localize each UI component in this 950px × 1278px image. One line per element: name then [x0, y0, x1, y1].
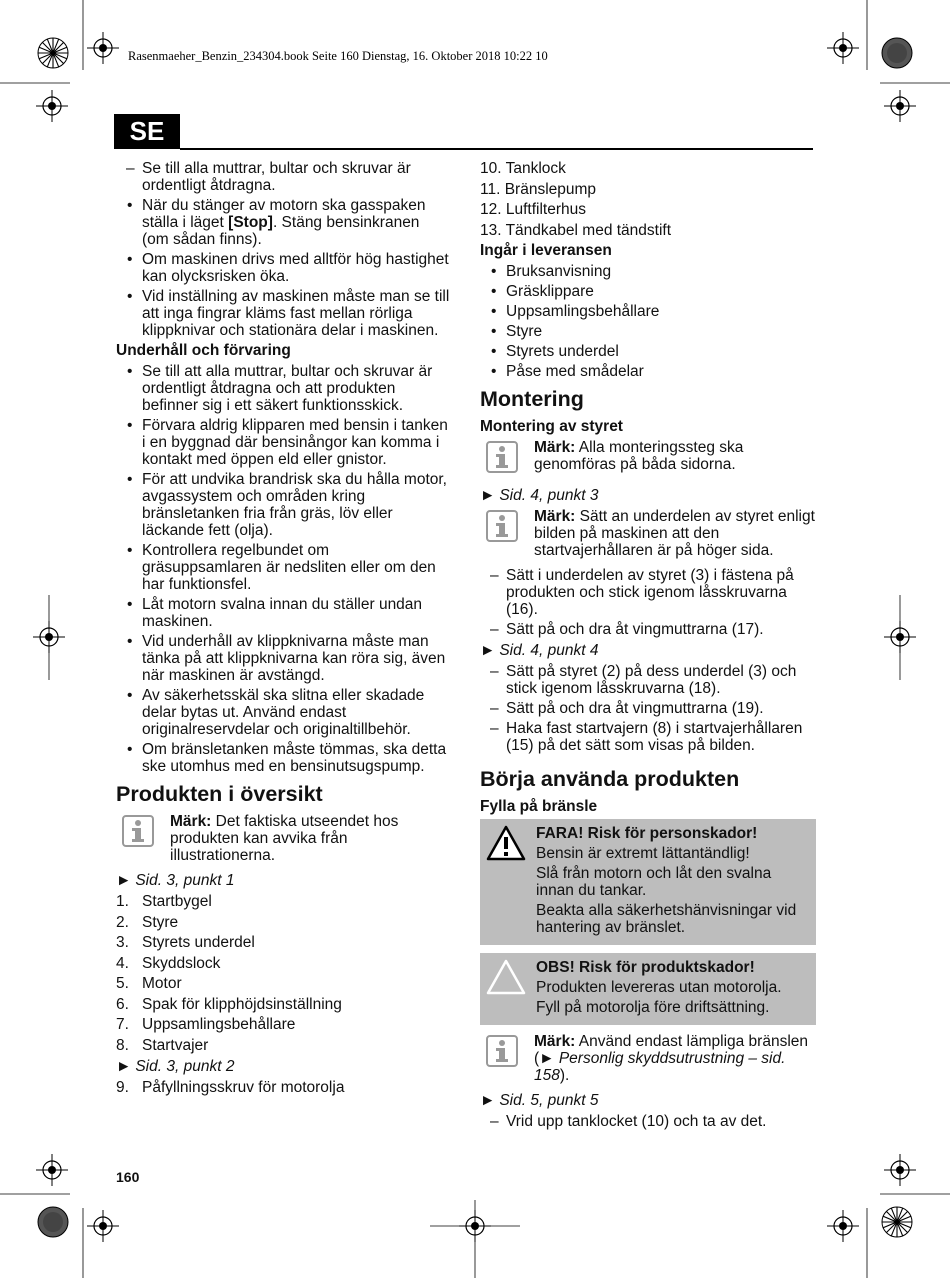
info-icon [486, 510, 518, 542]
list-item: • Se till att alla muttrar, bultar och skruvar är ordentligt åtdragna och att produkten befinner sig i ett säkert funktionsskick. [116, 363, 450, 414]
list-item: – Vrid upp tanklocket (10) och ta av det. [480, 1113, 816, 1130]
list-item: • Kontrollera regelbundet om gräsuppsamlaren är nedsliten eller om den har funktionsfel. [116, 542, 450, 593]
file-header: Rasenmaeher_Benzin_234304.book Seite 160 Dienstag, 16. Oktober 2018 10:22 10 [128, 49, 548, 63]
stop-label: [Stop] [228, 214, 273, 231]
list-item: • Bruksanvisning [480, 263, 816, 280]
heading-start-using: Börja använda produkten [480, 767, 740, 791]
heading-mounting: Montering [480, 387, 584, 411]
page-reference [480, 642, 816, 659]
arrow-right-icon: ► [116, 872, 132, 889]
item-number: 6. [116, 995, 129, 1013]
subheading-fuel: Fylla på bränsle [480, 798, 598, 815]
list-item: • Om maskinen drivs med alltför hög hastighet kan olycksrisken öka. [116, 251, 450, 285]
item-text: Påfyllningsskruv för motorolja [142, 1078, 345, 1096]
left-column [116, 160, 450, 1099]
note-text: Sätt an underdelen av styret enligt bilden på maskinen att den startvajerhållaren är på höger sida. [534, 508, 815, 559]
list-item: – Sätt i underdelen av styret (3) i fästena på produkten och stick igenom låsskruvarna (16). [480, 567, 816, 618]
warning-icon [486, 825, 526, 861]
list-item [116, 975, 450, 992]
item-number: 5. [116, 975, 129, 992]
page-reference [116, 1058, 450, 1075]
note-text: Alla monteringssteg ska genomföras på båda sidorna. [534, 439, 744, 473]
item-number: 13. [480, 221, 502, 239]
right-column [480, 160, 816, 1133]
list-item [116, 914, 450, 931]
list-item: • Vid underhåll av klippknivarna måste man tänka på att klippknivarna kan röra sig, även när maskinen är avstängd. [116, 633, 450, 684]
arrow-right-icon: ► [480, 487, 496, 504]
list-item: • Om bränsletanken måste tömmas, ska detta ske utomhus med en bensinutsugspump. [116, 741, 450, 775]
note-box [480, 439, 816, 479]
heading-overview: Produkten i översikt [116, 782, 323, 806]
danger-line: Beakta alla säkerhetshänvisningar vid hantering av bränslet. [536, 902, 797, 936]
arrow-right-icon: ► [116, 1057, 132, 1075]
ref-text: Sid. 5, punkt 5 [499, 1092, 599, 1109]
caution-line: Produkten levereras utan motorolja. [536, 979, 782, 996]
header-rule [180, 148, 813, 150]
item-text: Startbygel [142, 893, 212, 910]
item-number: 2. [116, 913, 129, 931]
item-text: Uppsamlingsbehållare [142, 1016, 296, 1033]
cross-reference: Personlig skyddsutrustning – sid. 158 [534, 1050, 786, 1084]
item-number: 7. [116, 1016, 129, 1033]
item-number: 3. [116, 934, 129, 951]
list-item: – Sätt på styret (2) på dess underdel (3) och stick igenom låsskruvarna (18). [480, 663, 816, 697]
list-item [480, 222, 816, 239]
item-number: 10. [480, 160, 502, 177]
subheading-mount-handle: Montering av styret [480, 418, 623, 435]
list-item: • Styrets underdel [480, 343, 816, 360]
list-item [116, 1079, 450, 1096]
parts-list [116, 893, 450, 1054]
ref-text: Sid. 4, punkt 4 [499, 642, 599, 659]
list-item [480, 160, 816, 177]
list-item [116, 1037, 450, 1054]
note-label: Märk: [534, 439, 576, 456]
list-item: – Haka fast startvajern (8) i startvajerhållaren (15) på det sätt som visas på bilden. [480, 720, 816, 754]
caution-triangle-icon [486, 959, 526, 995]
danger-line: Slå från motorn och låt den svalna innan du tankar. [536, 865, 772, 899]
caution-box [480, 953, 816, 1025]
note-text: Det faktiska utseendet hos produkten kan avvika från illustrationerna. [170, 813, 399, 864]
item-text: Styre [142, 913, 179, 931]
note-text: Använd endast lämpliga bränslen ( [534, 1033, 809, 1067]
note-label: Märk: [534, 1033, 576, 1050]
note-label: Märk: [170, 813, 212, 830]
danger-line: Bensin är extremt lättantändlig! [536, 845, 750, 862]
list-item: • Förvara aldrig klipparen med bensin i tanken i en byggnad där bensinångor kan komma i kontakt med öppen eld eller gnistor. [116, 417, 450, 468]
item-text: Luftfilterhus [505, 201, 587, 218]
item-text: Styrets underdel [142, 934, 255, 951]
page-reference [480, 487, 816, 504]
item-number: 1. [116, 893, 129, 910]
ref-text: Sid. 4, punkt 3 [499, 487, 599, 504]
language-tab: SE [114, 114, 180, 149]
item-text: Skyddslock [142, 954, 221, 972]
arrow-right-icon: ► [480, 642, 496, 659]
item-number: 4. [116, 954, 129, 972]
info-icon [486, 1035, 518, 1067]
list-item: – Sätt på och dra åt vingmuttrarna (19). [480, 700, 816, 717]
info-icon [486, 441, 518, 473]
item-number: 12. [480, 201, 502, 218]
list-item: • Påse med smådelar [480, 363, 816, 380]
item-text: Tanklock [505, 160, 566, 177]
section-heading-maintenance: Underhåll och förvaring [116, 342, 291, 359]
page-reference [480, 1092, 816, 1109]
list-item: • Vid inställning av maskinen måste man se till att inga fingrar kläms fast mellan rörliga klippknivar och stationära delar i maskinen. [116, 288, 450, 339]
item-text: Motor [142, 975, 182, 992]
list-item [116, 1016, 450, 1033]
list-item [116, 934, 450, 951]
danger-title: FARA! Risk för personskador! [536, 825, 758, 842]
text: När du stänger av motorn ska gasspaken ställa i läget [142, 197, 426, 231]
list-item [116, 893, 450, 910]
list-item: • Låt motorn svalna innan du ställer undan maskinen. [116, 596, 450, 630]
list-item: – Se till alla muttrar, bultar och skruvar är ordentligt åtdragna. [116, 160, 450, 194]
list-item: • Av säkerhetsskäl ska slitna eller skadade delar bytas ut. Använd endast originalreservdelar och originaltillbehör. [116, 687, 450, 738]
item-text: Bränslepump [504, 180, 597, 198]
item-text: Startvajer [142, 1036, 209, 1054]
section-heading-delivery: Ingår i leveransen [480, 242, 612, 259]
arrow-right-icon: ► [480, 1092, 496, 1109]
list-item [480, 181, 816, 198]
item-number: 11. [480, 180, 501, 198]
text: . Stäng bensinkranen (om sådan finns). [142, 214, 420, 248]
item-number: 9. [116, 1078, 129, 1096]
note-label: Märk: [534, 508, 576, 525]
list-item: – Sätt på och dra åt vingmuttrarna (17). [480, 621, 816, 638]
item-number: 8. [116, 1036, 129, 1054]
caution-title: OBS! Risk för produktskador! [536, 959, 755, 976]
caution-line: Fyll på motorolja före driftsättning. [536, 999, 770, 1016]
list-item: • För att undvika brandrisk ska du hålla motor, avgassystem och områden kring bränsletanken fria från gräs, löv eller läckande fett (olja). [116, 471, 450, 539]
note-text: ). [559, 1067, 570, 1084]
page-reference [116, 872, 450, 889]
list-item: • Gräsklippare [480, 283, 816, 300]
danger-box [480, 819, 816, 945]
ref-text: Sid. 3, punkt 2 [135, 1057, 235, 1075]
list-item [116, 955, 450, 972]
list-item: • Uppsamlingsbehållare [480, 303, 816, 320]
list-item [116, 197, 450, 248]
note-box [116, 813, 450, 864]
item-text: Spak för klipphöjdsinställning [142, 995, 342, 1013]
ref-text: Sid. 3, punkt 1 [135, 872, 235, 889]
list-item: • Styre [480, 323, 816, 340]
note-box [480, 508, 816, 559]
list-item [116, 996, 450, 1013]
info-icon [122, 815, 154, 847]
list-item [480, 201, 816, 218]
page-number: 160 [116, 1169, 140, 1185]
item-text: Tändkabel med tändstift [505, 221, 672, 239]
arrow-right-icon: ► [539, 1050, 555, 1067]
note-box [480, 1033, 816, 1084]
